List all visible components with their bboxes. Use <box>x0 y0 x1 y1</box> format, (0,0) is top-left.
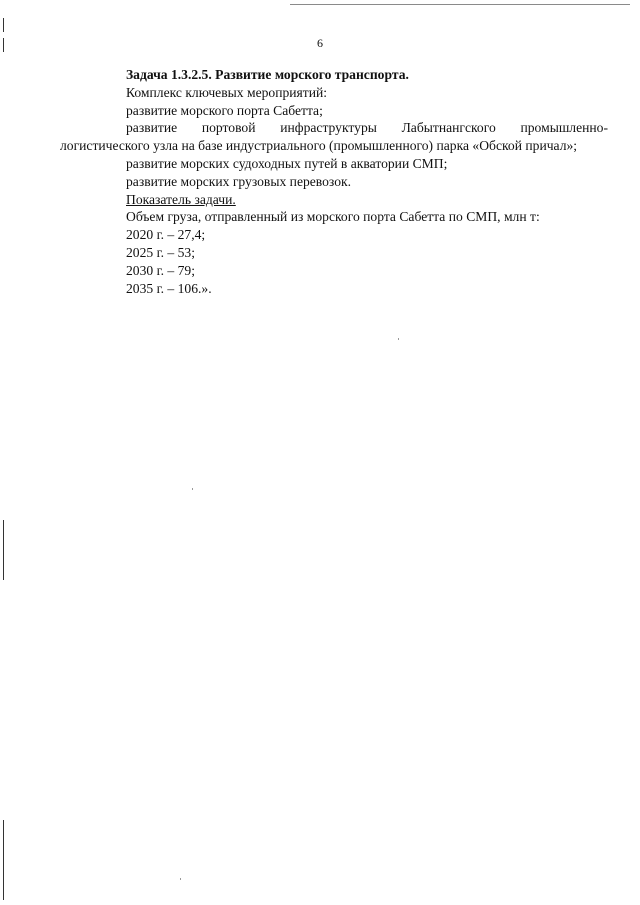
document-body <box>60 66 608 297</box>
indicator-title <box>60 191 608 209</box>
measure-item: развитие морского порта Сабетта; <box>126 102 323 118</box>
scan-speck <box>398 338 399 340</box>
indicator-text: Объем груза, отправленный из морского порта Сабетта по СМП, млн т: <box>126 209 540 225</box>
page-number: 6 <box>317 36 323 50</box>
indicator-value: 2030 г. – 79; <box>126 262 195 278</box>
measure-item: развитие морских грузовых перевозок. <box>126 173 352 189</box>
measure-item: развитие портовой инфраструктуры Лабытнангского промышленно-логистического узла на базе индустриального (промышленного) парка «Обской причал»; <box>60 120 608 154</box>
scan-edge-line <box>290 4 630 5</box>
scan-margin-mark <box>3 820 4 900</box>
measures-intro: Комплекс ключевых мероприятий: <box>126 84 328 100</box>
indicator-value: 2020 г. – 27,4; <box>126 227 206 243</box>
scan-speck <box>180 878 181 880</box>
indicator-title-text: Показатель задачи. <box>126 191 236 207</box>
scan-margin-mark <box>3 520 4 580</box>
measure-item: развитие морских судоходных путей в акватории СМП; <box>126 155 448 171</box>
indicator-value: 2035 г. – 106.». <box>126 280 212 296</box>
scan-margin-mark <box>3 18 4 32</box>
scan-speck <box>192 488 193 490</box>
task-heading: Задача 1.3.2.5. Развитие морского транспорта. <box>126 67 409 82</box>
indicator-value: 2025 г. – 53; <box>126 244 195 260</box>
